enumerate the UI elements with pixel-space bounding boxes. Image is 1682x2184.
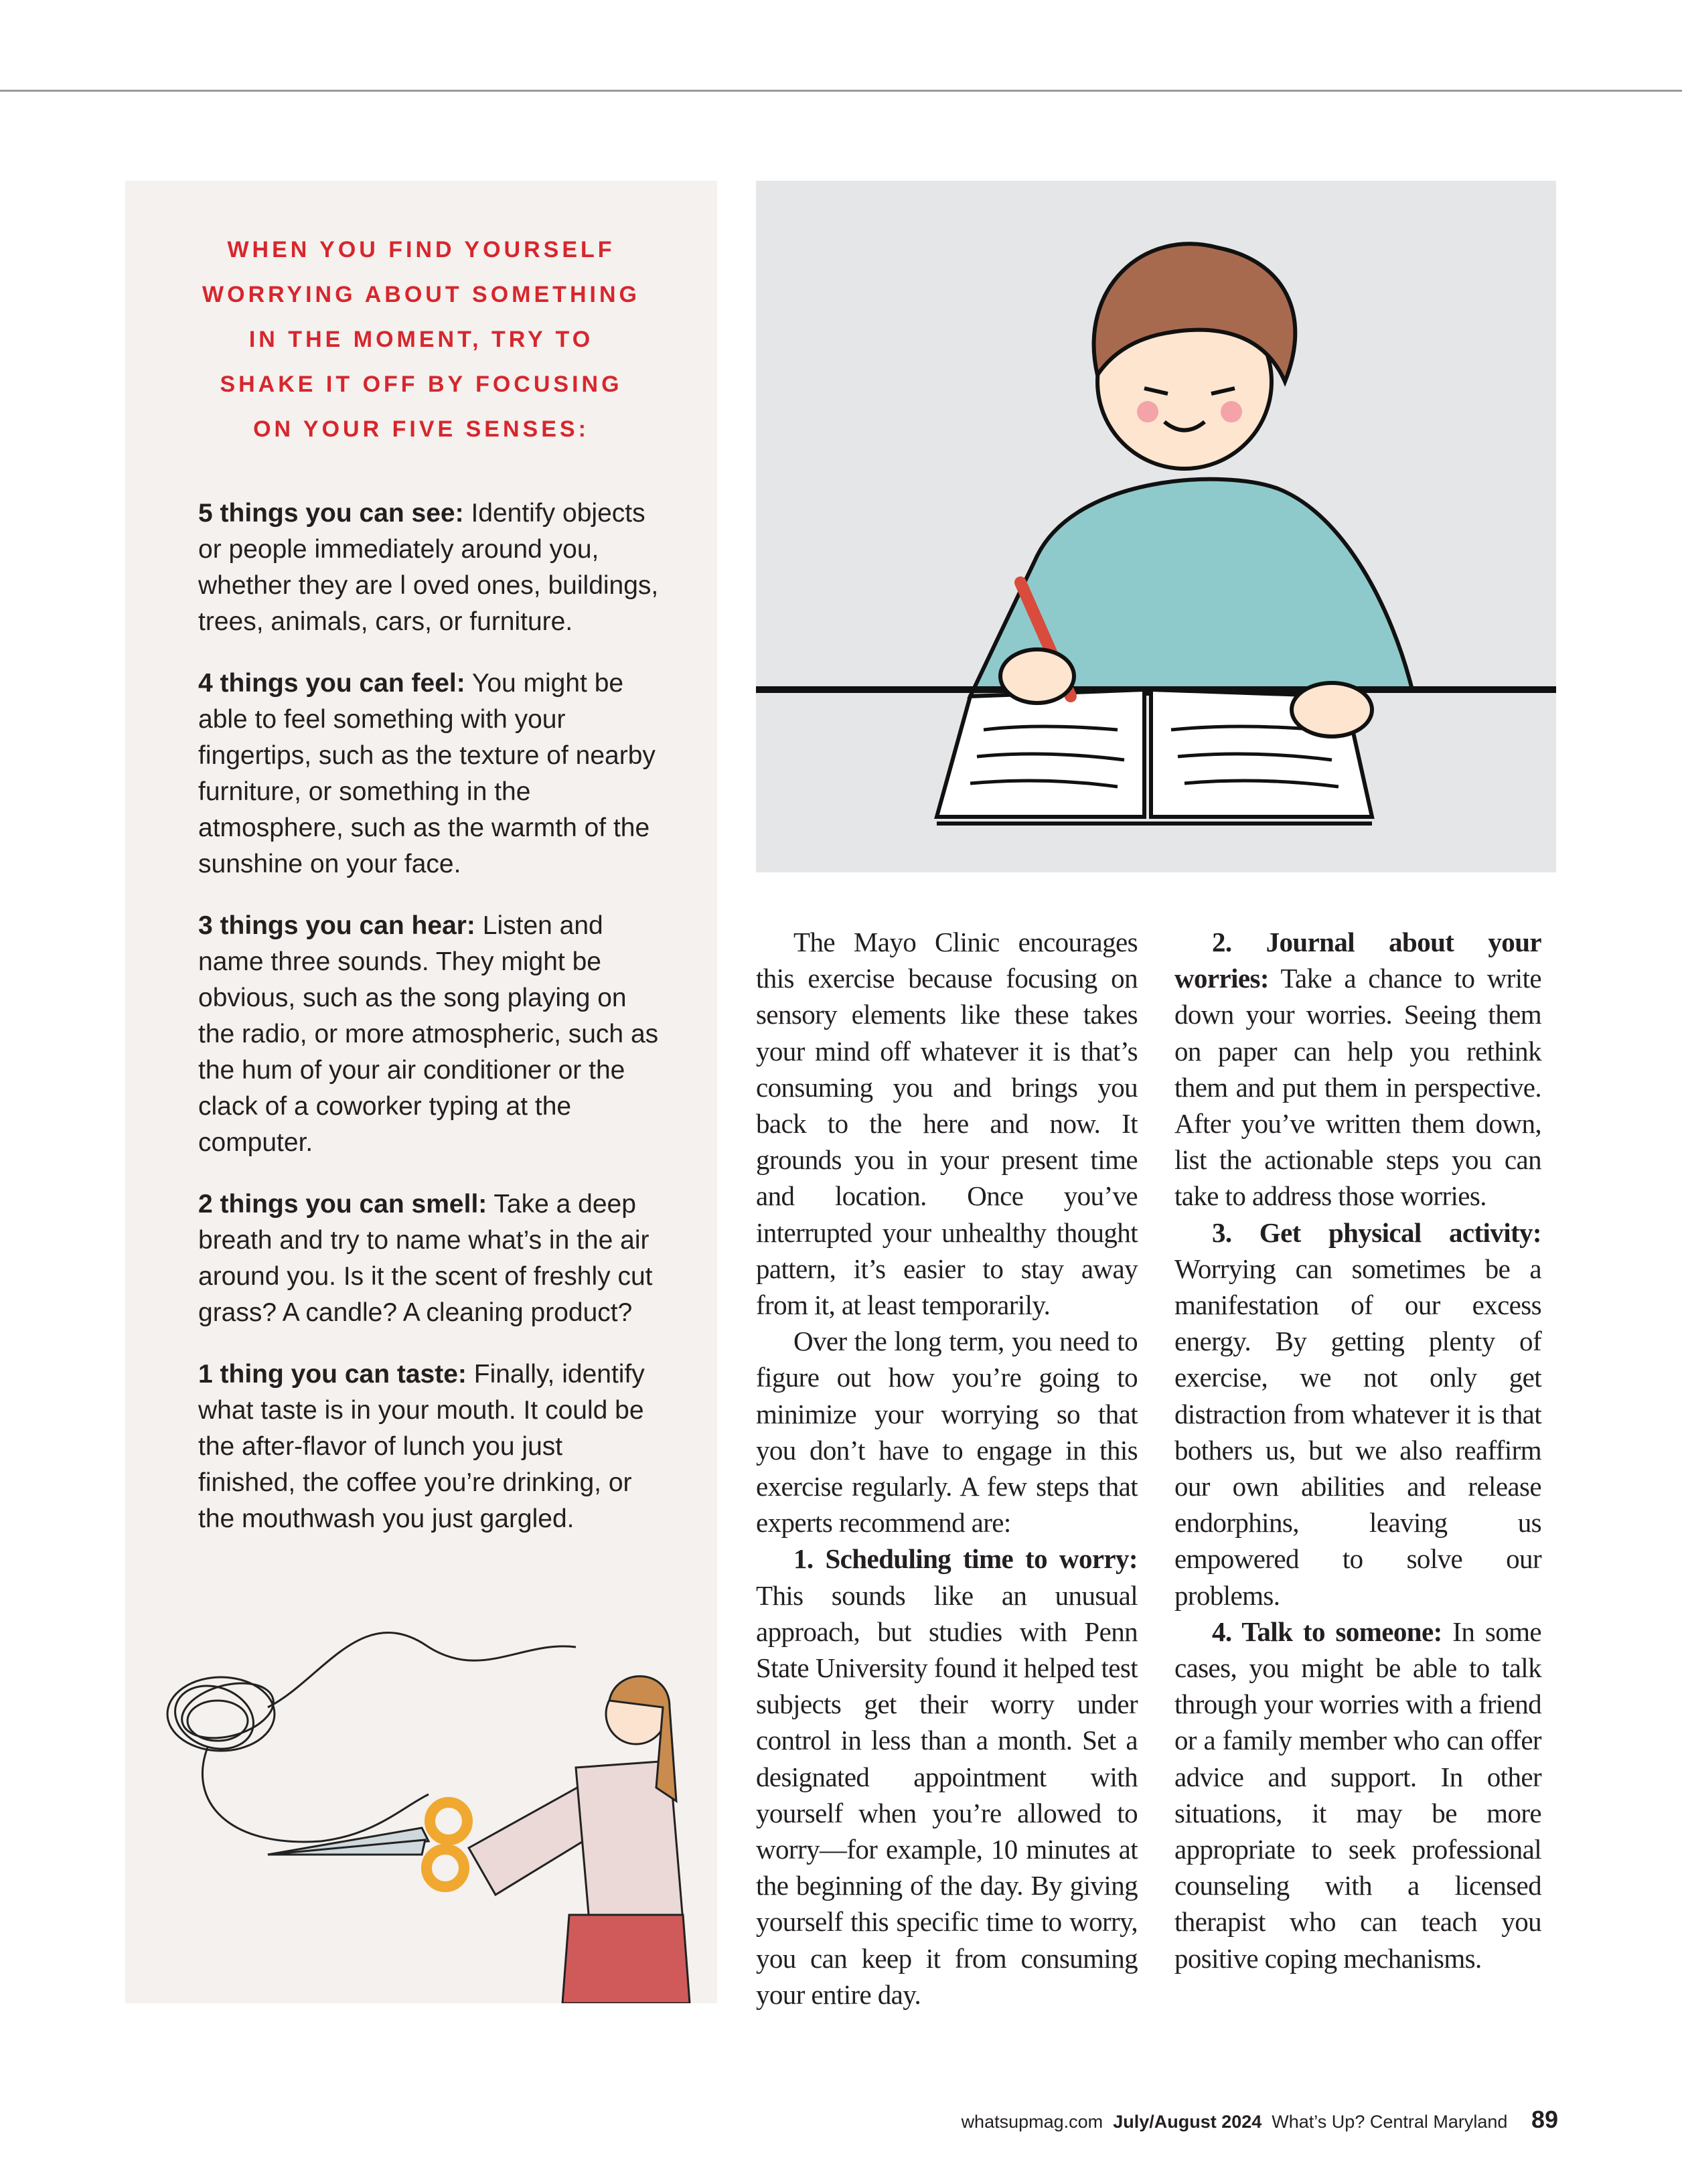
step-text: In some cases, you might be able to talk through your worries with a friend or a family member who can offer advice and support. In other situations, it may be more appropriate to seek professional counseling with a licensed therapist who can teach you positive coping mechanisms. <box>1174 1616 1541 1974</box>
article-column-1 <box>756 924 1138 2013</box>
top-rule <box>0 90 1682 92</box>
article-paragraph: Over the long term, you need to figure out how you’re going to minimize your worrying so that you don’t have to engage in this exercise regularly. A few steps that experts recommend are: <box>756 1326 1138 1539</box>
article-step <box>1174 1215 1541 1614</box>
sense-item <box>198 908 667 1161</box>
sense-text: Take a deep breath and try to name what’s in the air around you. Is it the scent of freshly cut grass? A candle? A cleaning product? <box>198 1190 653 1327</box>
footer-site: whatsupmag.com <box>961 2112 1103 2132</box>
footer-magazine: What’s Up? Central Maryland <box>1272 2112 1508 2132</box>
article-step <box>1174 1614 1541 1976</box>
heading-line: ON YOUR FIVE SENSES: <box>253 416 589 442</box>
sense-item <box>198 1356 667 1537</box>
sense-text: Finally, identify what taste is in your mouth. It could be the after-flavor of lunch you just finished, the coffee you’re drinking, or the mouthwash you just gargled. <box>198 1360 645 1533</box>
step-label: 2. Journal about your worries: <box>1174 927 1541 994</box>
sense-text: You might be able to feel something with your fingertips, such as the texture of nearby furniture, or something in the atmosphere, such as the warmth of the sunshine on your face. <box>198 669 656 878</box>
page-number: 89 <box>1531 2106 1558 2133</box>
article-paragraph: The Mayo Clinic encourages this exercise because focusing on sensory elements like these takes your mind off whatever it is that’s consuming you and brings you back to the here and now. It grounds you in your present time and location. Once you’ve interrupted your unhealthy thought pattern, it’s easier to stay away from it, at least temporarily. <box>756 927 1138 1321</box>
article-step <box>1174 924 1541 1215</box>
sense-label: 4 things you can feel: <box>198 669 465 698</box>
sense-label: 1 thing you can taste: <box>198 1360 467 1389</box>
sense-item <box>198 495 667 640</box>
sense-item <box>198 666 667 882</box>
boy-writing-image <box>756 181 1556 872</box>
step-label: 3. Get physical activity: <box>1212 1217 1541 1248</box>
heading-line: SHAKE IT OFF BY FOCUSING <box>220 372 623 397</box>
sense-text: Listen and name three sounds. They might be obvious, such as the song playing on the radio, or more atmospheric, such as the hum of your air conditioner or the clack of a coworker typing at the computer. <box>198 911 659 1157</box>
heading-line: IN THE MOMENT, TRY TO <box>248 327 594 352</box>
sense-label: 5 things you can see: <box>198 499 464 528</box>
heading-line: WHEN YOU FIND YOURSELF <box>227 237 615 262</box>
step-text: Take a chance to write down your worries. Seeing them on paper can help you rethink them and put them in perspective. After you’ve written them down, list the actionable steps you can take to address those worries. <box>1174 963 1541 1212</box>
sidebar-heading <box>125 228 717 452</box>
sense-label: 2 things you can smell: <box>198 1190 487 1219</box>
article-column-2 <box>1174 924 1541 1976</box>
step-label: 4. Talk to someone: <box>1212 1616 1442 1647</box>
step-text: Worrying can sometimes be a manifestation of our excess energy. By getting plenty of exercise, we not only get distraction from whatever it is that bothers us, but we also reaffirm our own abilities and release endorphins, leaving us empowered to solve our problems. <box>1174 1253 1541 1611</box>
article-step <box>756 1541 1138 2013</box>
step-label: 1. Scheduling time to worry: <box>793 1543 1138 1575</box>
footer-issue: July/August 2024 <box>1113 2112 1262 2132</box>
sense-label: 3 things you can hear: <box>198 911 475 940</box>
woman-cutting-tangle-illustration <box>147 1627 716 2003</box>
sense-item <box>198 1186 667 1331</box>
page-footer <box>962 2106 1558 2134</box>
senses-list <box>198 495 667 1563</box>
boy-journaling-illustration <box>756 181 1556 872</box>
sense-text: Identify objects or people immediately around you, whether they are l oved ones, buildings, trees, animals, cars, or furniture. <box>198 499 659 636</box>
heading-line: WORRYING ABOUT SOMETHING <box>202 282 640 307</box>
step-text: This sounds like an unusual approach, but studies with Penn State University found it helped test subjects get their worry under control in less than a month. Set a designated appointment with yourself when you’re allowed to worry—for example, 10 minutes at the beginning of the day. By giving yourself this specific time to worry, you can keep it from consuming your entire day. <box>756 1579 1138 2010</box>
